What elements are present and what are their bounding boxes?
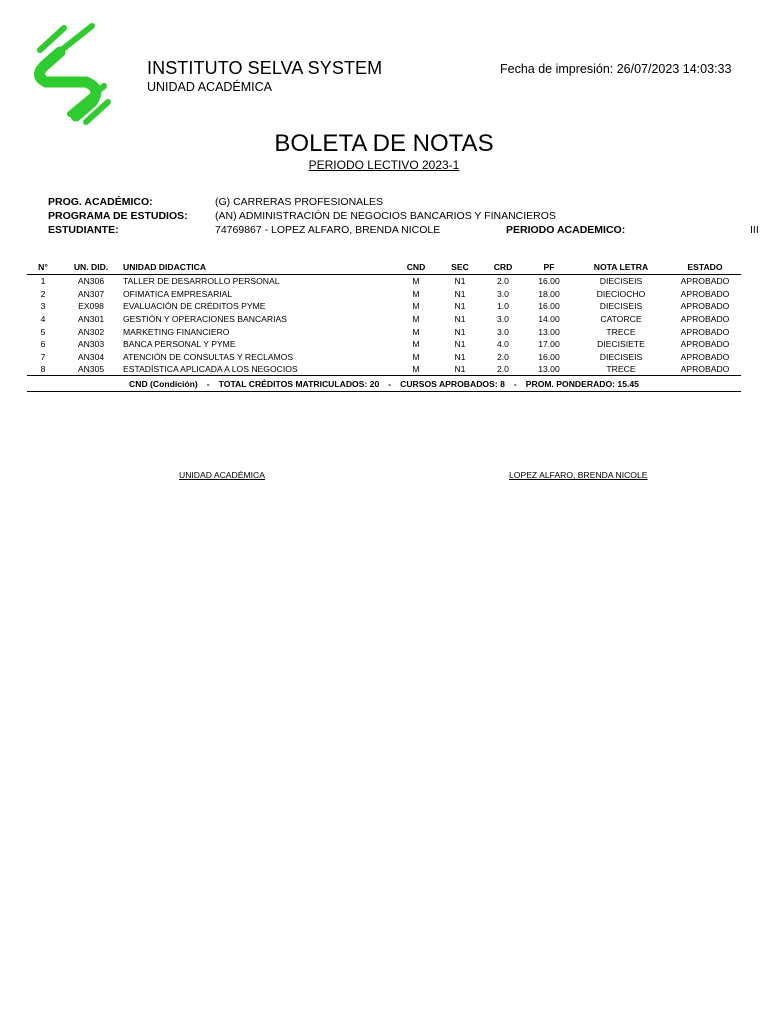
cell-status: APROBADO	[680, 339, 730, 350]
cell-condition: M	[412, 288, 420, 299]
cell-unit-name: GESTIÓN Y OPERACIONES BANCARIAS	[123, 314, 287, 325]
summary-approved: CURSOS APROBADOS: 8	[400, 379, 505, 389]
cell-unit-code: AN307	[77, 288, 105, 299]
cell-condition: M	[412, 351, 420, 362]
cell-section: N1	[454, 364, 466, 375]
cell-final-grade: 16.00	[538, 301, 560, 312]
document-title: BOLETA DE NOTAS	[274, 130, 494, 157]
summary-separator: -	[206, 379, 210, 389]
cell-section: N1	[454, 301, 466, 312]
cell-section: N1	[454, 288, 466, 299]
header-unit-code: UN. DID.	[59, 260, 123, 275]
cell-grade-letter: TRECE	[606, 326, 636, 337]
cell-credits: 3.0	[497, 326, 509, 337]
cell-status: APROBADO	[680, 288, 730, 299]
cell-unit-name: TALLER DE DESARROLLO PERSONAL	[123, 276, 280, 287]
summary-condition: CND (Condición)	[129, 379, 198, 389]
cell-status: APROBADO	[680, 276, 730, 287]
print-date: Fecha de impresión: 26/07/2023 14:03:33	[500, 62, 732, 76]
cell-grade-letter: DIECISEIS	[599, 276, 643, 287]
cell-unit-code: AN306	[77, 276, 105, 287]
signature-unit: UNIDAD ACADÉMICA	[179, 470, 265, 480]
cell-credits: 3.0	[497, 288, 509, 299]
cell-credits: 2.0	[497, 364, 509, 375]
cell-unit-code: EX098	[78, 301, 104, 312]
cell-condition: M	[412, 301, 420, 312]
summary-bar	[27, 375, 741, 392]
cell-credits: 3.0	[497, 314, 509, 325]
plan-value: (AN) ADMINISTRACIÓN DE NEGOCIOS BANCARIOS Y FINANCIEROS	[215, 210, 556, 222]
header-credits: CRD	[481, 260, 525, 275]
cell-credits: 2.0	[497, 351, 509, 362]
summary-weighted-average: PROM. PONDERADO: 15.45	[525, 379, 639, 389]
cell-number: 5	[40, 326, 46, 337]
header-final-grade: PF	[525, 260, 573, 275]
header-grade-letter: NOTA LETRA	[573, 260, 669, 275]
prog-label: PROG. ACADÉMICO:	[48, 196, 153, 208]
cell-unit-name: EVALUACIÓN DE CRÉDITOS PYME	[123, 301, 266, 312]
cell-unit-name: OFIMATICA EMPRESARIAL	[123, 288, 233, 299]
cell-unit-name: BANCA PERSONAL Y PYME	[123, 339, 236, 350]
cell-final-grade: 18.00	[538, 288, 560, 299]
cell-grade-letter: DIECIOCHO	[596, 288, 646, 299]
cell-status: APROBADO	[680, 351, 730, 362]
cell-unit-code: AN304	[77, 351, 105, 362]
table-row	[27, 288, 741, 301]
cell-status: APROBADO	[680, 326, 730, 337]
cell-number: 4	[40, 314, 46, 325]
cell-number: 2	[40, 288, 46, 299]
grades-table	[27, 260, 741, 376]
cell-section: N1	[454, 351, 466, 362]
cell-grade-letter: DIECISEIS	[599, 351, 643, 362]
cell-status: APROBADO	[680, 364, 730, 375]
table-row	[27, 325, 741, 338]
cell-condition: M	[412, 339, 420, 350]
cell-section: N1	[454, 276, 466, 287]
student-label: ESTUDIANTE:	[48, 224, 119, 236]
institution-unit: UNIDAD ACADÉMICA	[147, 80, 273, 94]
logo-mark	[39, 26, 108, 122]
header-unit-name: UNIDAD DIDACTICA	[123, 260, 393, 275]
cell-final-grade: 17.00	[538, 339, 560, 350]
cell-number: 7	[40, 351, 46, 362]
cell-number: 8	[40, 364, 46, 375]
period-label: PERIODO ACADEMICO:	[506, 224, 626, 236]
cell-unit-code: AN303	[77, 339, 105, 350]
cell-section: N1	[454, 326, 466, 337]
header-section: SEC	[439, 260, 481, 275]
cell-unit-name: MARKETING FINANCIERO	[123, 326, 230, 337]
table-row	[27, 275, 741, 288]
cell-grade-letter: DIECISIETE	[597, 339, 645, 350]
cell-unit-code: AN305	[77, 364, 105, 375]
cell-grade-letter: DIECISEIS	[599, 301, 643, 312]
cell-section: N1	[454, 314, 466, 325]
period-text: PERIODO LECTIVO 2023-1	[308, 158, 460, 172]
student-value: 74769867 - LOPEZ ALFARO, BRENDA NICOLE	[215, 224, 441, 236]
cell-number: 3	[40, 301, 46, 312]
institution-logo-icon	[30, 22, 114, 128]
header-status: ESTADO	[669, 260, 741, 275]
cell-unit-code: AN302	[77, 326, 105, 337]
header-condition: CND	[393, 260, 439, 275]
cell-condition: M	[412, 364, 420, 375]
cell-credits: 4.0	[497, 339, 509, 350]
cell-final-grade: 13.00	[538, 364, 560, 375]
period-value: III	[750, 224, 759, 236]
header-number: N°	[27, 260, 59, 275]
cell-grade-letter: CATORCE	[600, 314, 642, 325]
prog-value: (G) CARRERAS PROFESIONALES	[215, 196, 384, 208]
cell-status: APROBADO	[680, 301, 730, 312]
signature-student: LOPEZ ALFARO, BRENDA NICOLE	[509, 470, 648, 480]
summary-separator: -	[388, 379, 392, 389]
table-row	[27, 351, 741, 364]
cell-condition: M	[412, 314, 420, 325]
institution-name: INSTITUTO SELVA SYSTEM	[147, 58, 383, 78]
cell-condition: M	[412, 326, 420, 337]
cell-unit-code: AN301	[77, 314, 105, 325]
cell-status: APROBADO	[680, 314, 730, 325]
cell-final-grade: 16.00	[538, 351, 560, 362]
document-period	[0, 158, 768, 172]
cell-number: 1	[40, 276, 46, 287]
cell-final-grade: 16.00	[538, 276, 560, 287]
table-row	[27, 338, 741, 351]
cell-credits: 1.0	[497, 301, 509, 312]
summary-separator: -	[513, 379, 517, 389]
table-row	[27, 313, 741, 326]
cell-final-grade: 14.00	[538, 314, 560, 325]
cell-grade-letter: TRECE	[606, 364, 636, 375]
cell-condition: M	[412, 276, 420, 287]
cell-unit-name: ESTADÍSTICA APLICADA A LOS NEGOCIOS	[123, 364, 298, 375]
summary-total-credits: TOTAL CRÉDITOS MATRICULADOS: 20	[218, 379, 380, 389]
table-header-row	[27, 260, 741, 275]
cell-section: N1	[454, 339, 466, 350]
cell-credits: 2.0	[497, 276, 509, 287]
table-row	[27, 300, 741, 313]
cell-unit-name: ATENCIÓN DE CONSULTAS Y RECLAMOS	[123, 351, 294, 362]
cell-final-grade: 13.00	[538, 326, 560, 337]
table-row	[27, 363, 741, 376]
cell-number: 6	[40, 339, 46, 350]
plan-label: PROGRAMA DE ESTUDIOS:	[48, 210, 188, 222]
